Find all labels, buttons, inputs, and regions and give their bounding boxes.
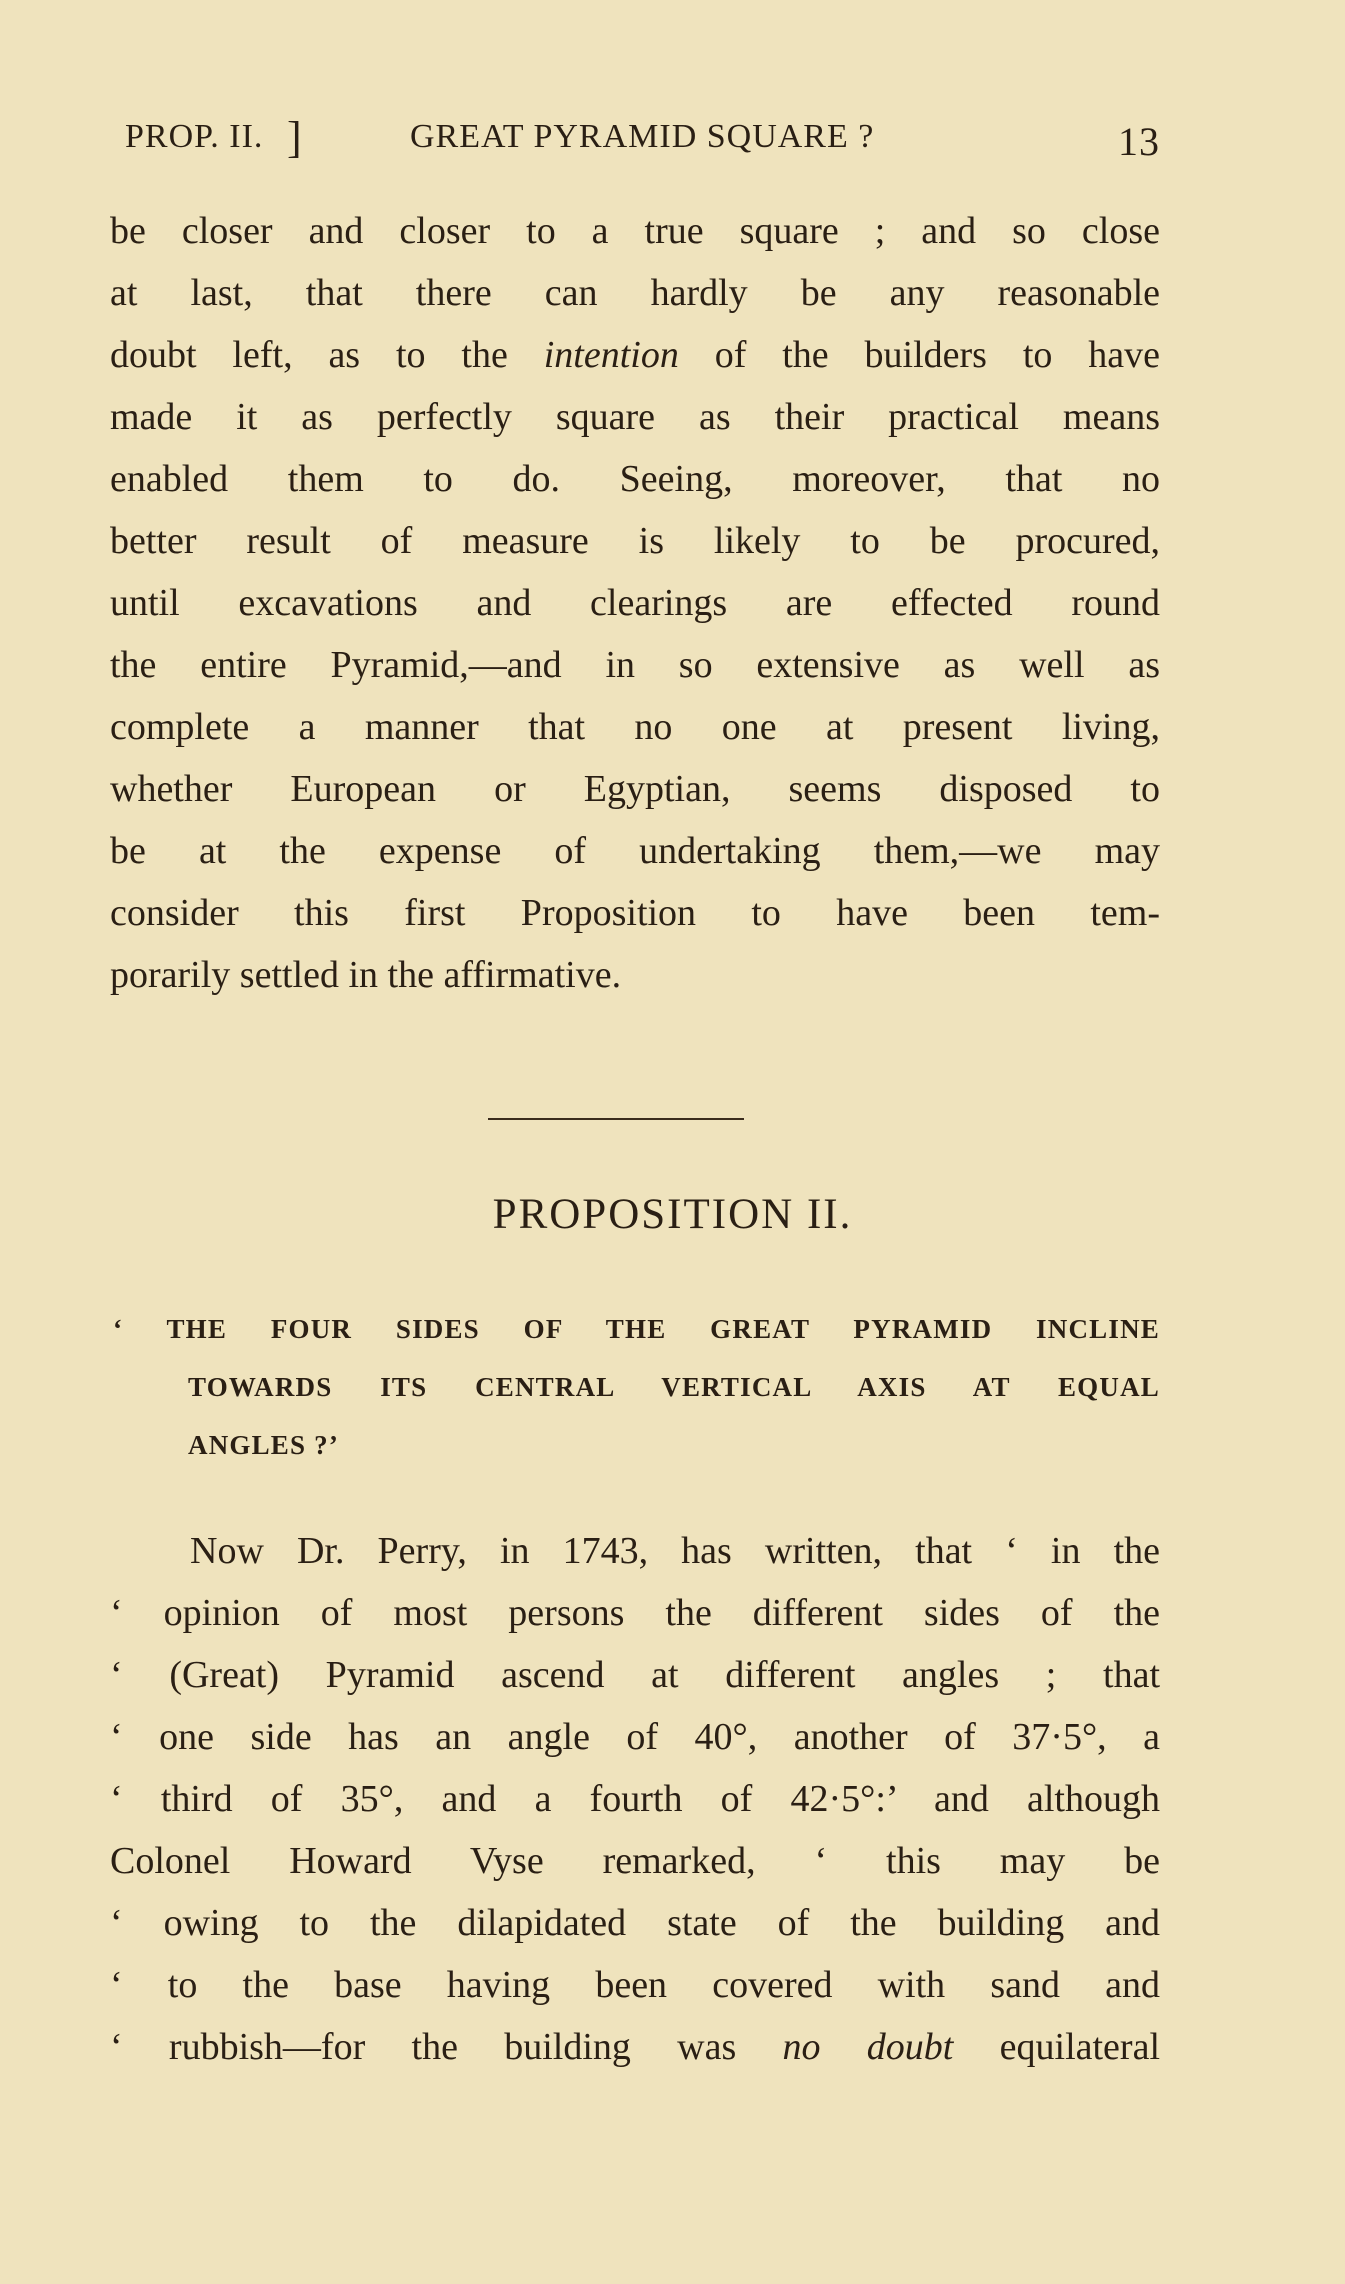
text-line: ‘ (Great) Pyramid ascend at different angles ; that <box>110 1654 1160 1696</box>
text-line: doubt left, as to the intention of the builders to have <box>110 334 1160 376</box>
italic-emphasis: intention <box>543 334 679 376</box>
section-divider <box>488 1118 744 1120</box>
header-bracket: ] <box>287 113 303 162</box>
text-line: until excavations and clearings are effected round <box>110 582 1160 624</box>
paragraph-1 <box>110 200 1160 1006</box>
running-header <box>125 113 1160 168</box>
text-line: at last, that there can hardly be any reasonable <box>110 272 1160 314</box>
text-line: enabled them to do. Seeing, moreover, that no <box>110 458 1160 500</box>
statement-line: TOWARDS ITS CENTRAL VERTICAL AXIS AT EQUAL <box>188 1372 1160 1402</box>
text-line: ‘ one side has an angle of 40°, another of 37·5°, a <box>110 1716 1160 1758</box>
italic-emphasis: no doubt <box>782 2026 954 2068</box>
text-line: made it as perfectly square as their practical means <box>110 396 1160 438</box>
statement-line: ‘ THE FOUR SIDES OF THE GREAT PYRAMID INCLINE <box>113 1314 1160 1344</box>
text-line: consider this first Proposition to have been tem- <box>110 892 1160 934</box>
text-line: better result of measure is likely to be procured, <box>110 520 1160 562</box>
header-proposition: PROP. II. <box>125 118 264 155</box>
text-line: ‘ to the base having been covered with sand and <box>110 1964 1160 2006</box>
text-line: Now Dr. Perry, in 1743, has written, that ‘ in the <box>190 1530 1160 1572</box>
text-line: Colonel Howard Vyse remarked, ‘ this may be <box>110 1840 1160 1882</box>
text-line: be closer and closer to a true square ; and so close <box>110 210 1160 252</box>
paragraph-2 <box>110 1520 1160 2078</box>
text-line: ‘ third of 35°, and a fourth of 42·5°:’ and although <box>110 1778 1160 1820</box>
text-line: the entire Pyramid,—and in so extensive as well as <box>110 644 1160 686</box>
text-line: ‘ opinion of most persons the different sides of the <box>110 1592 1160 1634</box>
text-line: whether European or Egyptian, seems disposed to <box>110 768 1160 810</box>
text-line: ‘ rubbish—for the building was no doubt equilateral <box>110 2026 1160 2068</box>
text-line: complete a manner that no one at present living, <box>110 706 1160 748</box>
proposition-statement <box>113 1300 1160 1474</box>
proposition-heading: PROPOSITION II. <box>492 1191 853 1238</box>
text-line: ‘ owing to the dilapidated state of the building and <box>110 1902 1160 1944</box>
statement-line: ANGLES ?’ <box>188 1430 340 1460</box>
text-line: be at the expense of undertaking them,—we may <box>110 830 1160 872</box>
header-title: GREAT PYRAMID SQUARE ? <box>410 118 875 155</box>
page-number: 13 <box>1118 119 1160 164</box>
text-line: porarily settled in the affirmative. <box>110 954 622 996</box>
